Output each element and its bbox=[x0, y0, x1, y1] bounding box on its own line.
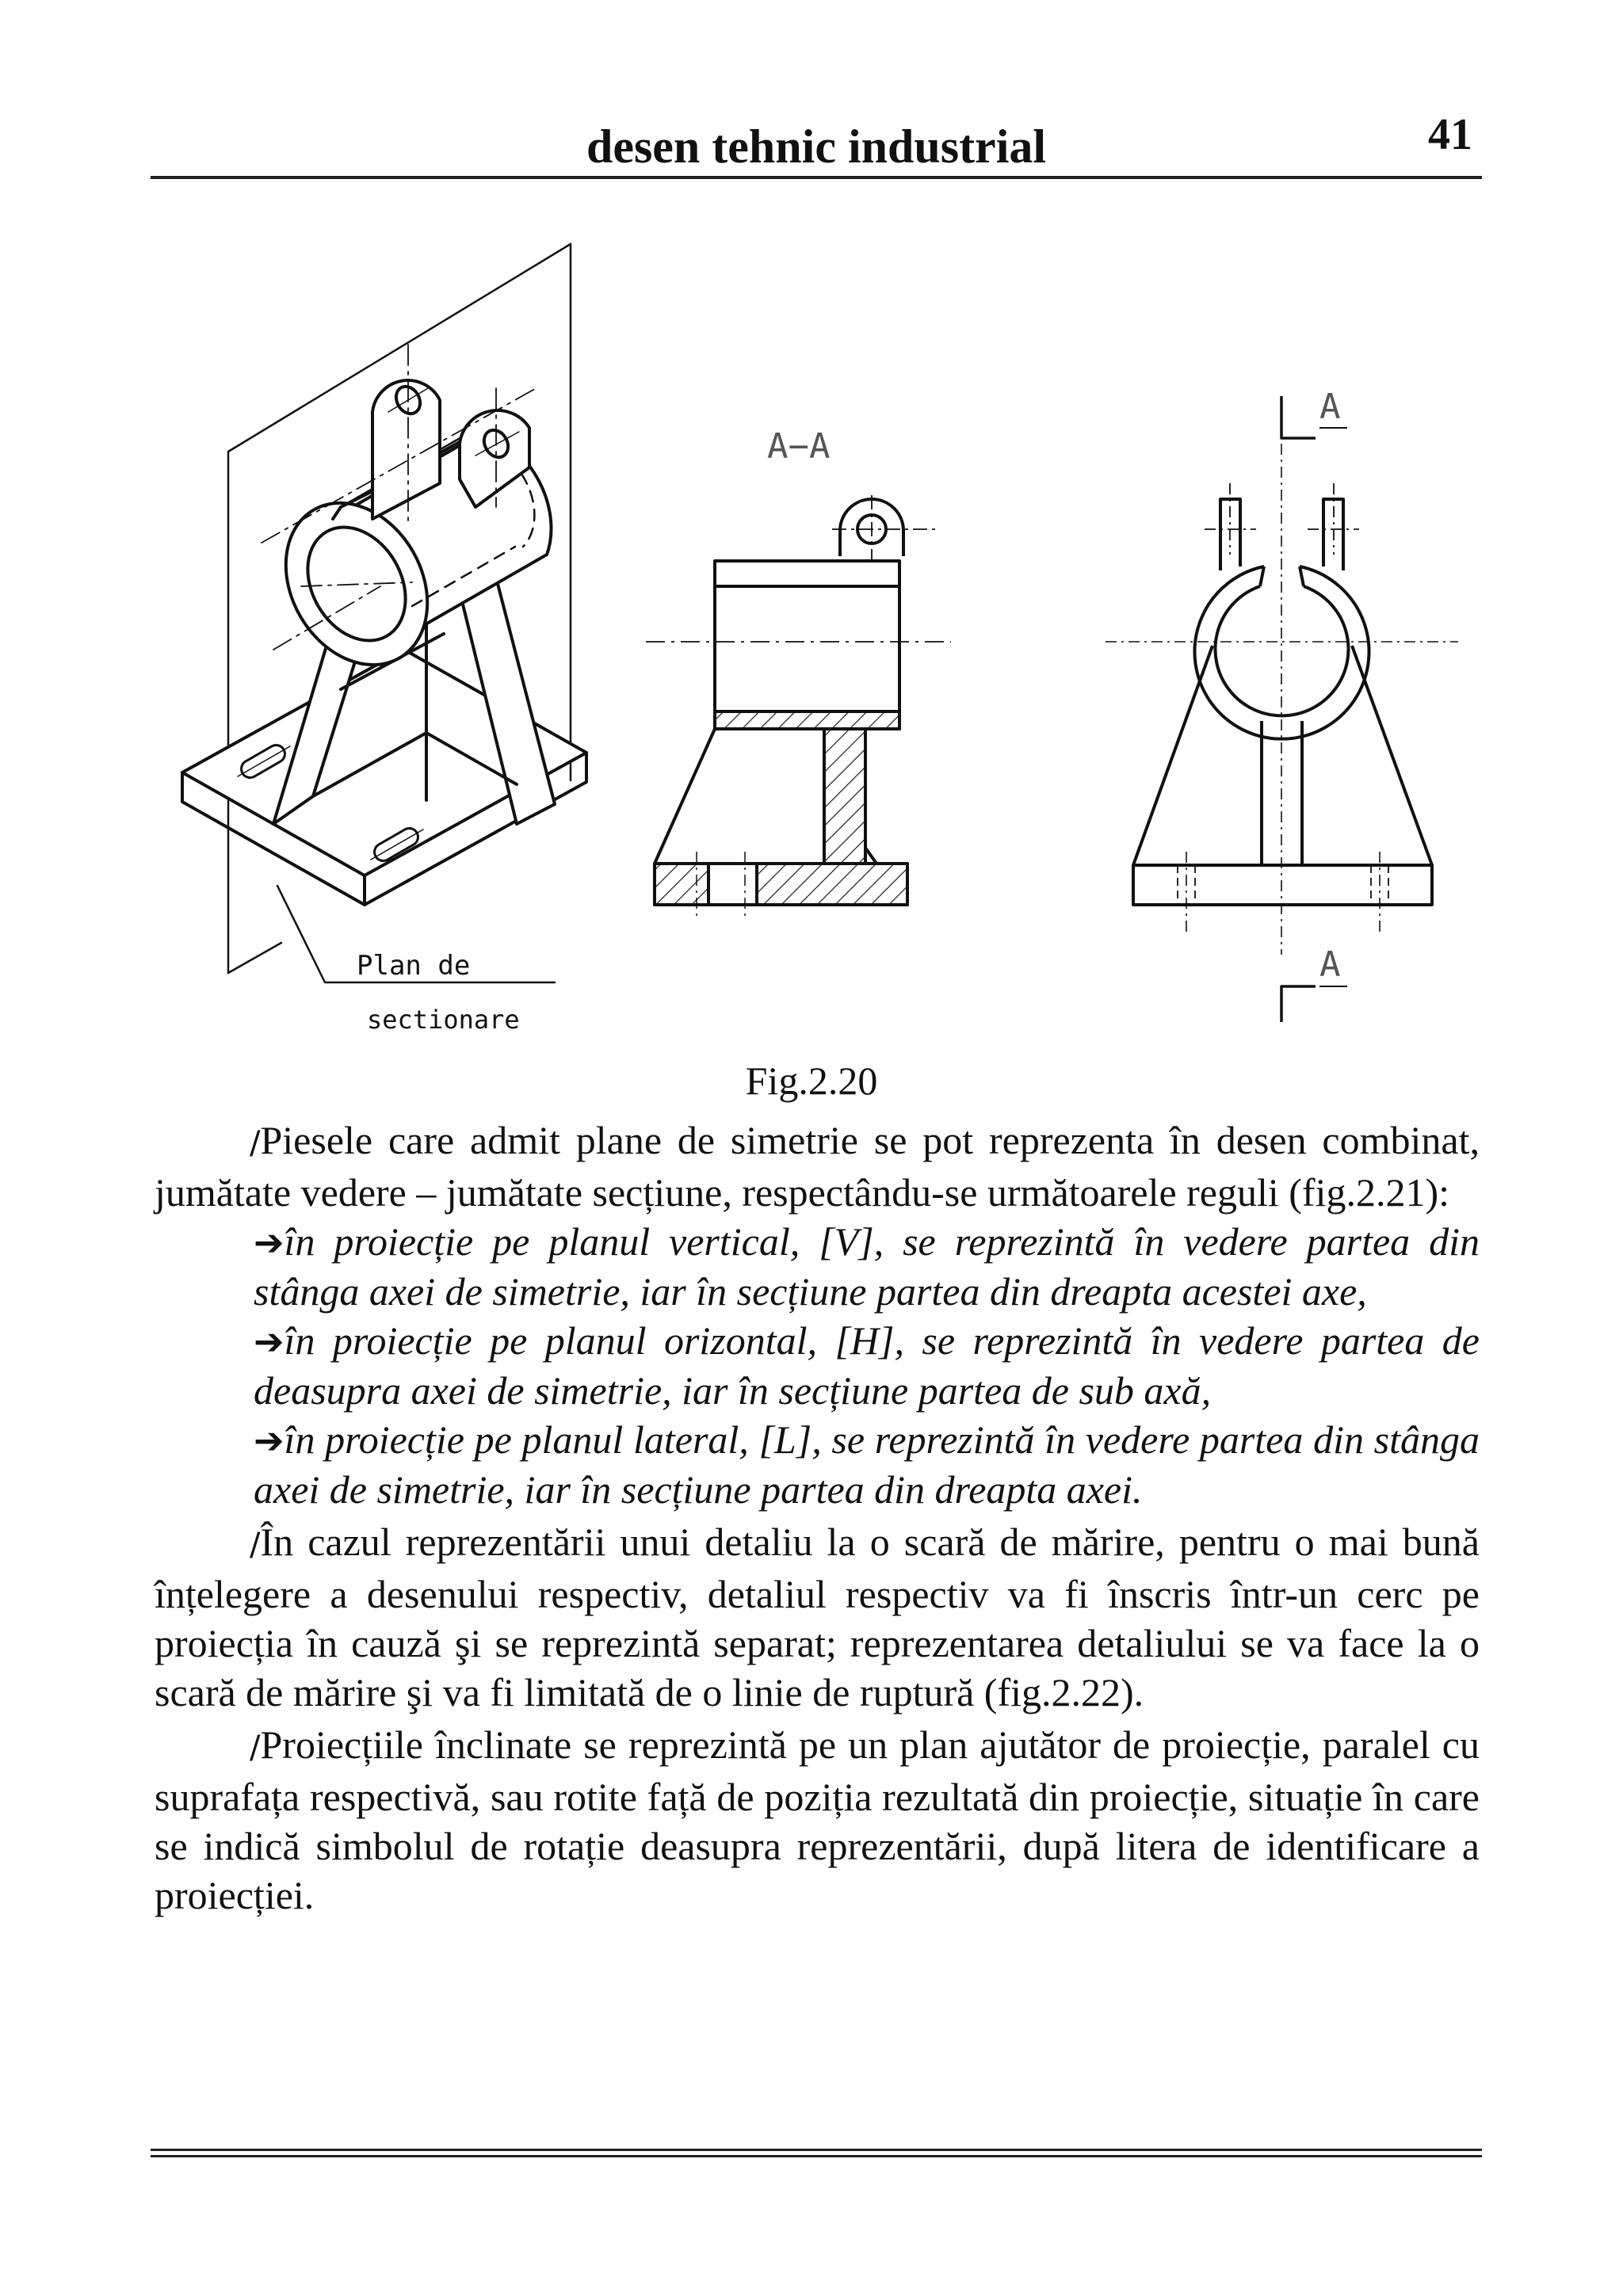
running-header-title: desen tehnic industrial bbox=[586, 120, 1047, 173]
arrow-right-icon: ➔ bbox=[254, 1419, 285, 1462]
bullet-3-text: în proiecție pe planul lateral, [L], se reprezintă în vedere partea din stânga axei de simetrie, iar în secțiune partea din dreapta axei. bbox=[254, 1417, 1480, 1512]
paragraph-3-text: Proiecțiile înclinate se reprezintă pe un plan ajutător de proiecție, paralel cu suprafața respectivă, sau rotite față de poziția rezultată din proiecție, situație în care se indică simbolul de rotație deasupra reprezentării, după litera de identificare a proiecției. bbox=[155, 1722, 1480, 1917]
page-number: 41 bbox=[1428, 110, 1472, 159]
paragraph-1-text: Piesele care admit plane de simetrie se pot reprezenta în desen combinat, jumătate vedere – jumătate secțiune, respectându-se următoarele reguli (fig.2.21): bbox=[155, 1118, 1480, 1215]
bullet-item-2 bbox=[254, 1316, 1480, 1415]
footer-rule bbox=[151, 2149, 1482, 2151]
paragraph-1 bbox=[155, 1116, 1480, 1217]
paragraph-mark: / bbox=[250, 1125, 261, 1161]
bullet-item-1 bbox=[254, 1217, 1480, 1316]
arrow-right-icon: ➔ bbox=[254, 1221, 285, 1264]
cut-label-top: A bbox=[1319, 387, 1341, 427]
paragraph-3 bbox=[155, 1720, 1480, 1920]
plane-label-line1: Plan de bbox=[357, 950, 471, 982]
paragraph-mark: / bbox=[250, 1730, 261, 1766]
cut-label-bottom: A bbox=[1319, 944, 1341, 985]
arrow-right-icon: ➔ bbox=[254, 1320, 285, 1363]
footer-rule bbox=[151, 2155, 1482, 2157]
paragraph-2 bbox=[155, 1517, 1480, 1717]
isometric-view bbox=[182, 244, 586, 982]
figure-2-20 bbox=[0, 0, 1623, 1062]
bullet-item-3 bbox=[254, 1415, 1480, 1514]
bullet-1-text: în proiecție pe planul vertical, [V], se reprezintă în vedere partea din stânga axei de simetrie, iar în secțiune partea din dreapta acestei axe, bbox=[254, 1219, 1480, 1314]
section-view bbox=[646, 495, 951, 919]
plane-label-line2: sectionare bbox=[367, 1005, 520, 1035]
paragraph-2-text: În cazul reprezentării unui detaliu la o scară de mărire, pentru o mai bună înțelegere a desenului respectiv, detaliul respectiv va fi înscris într-un cerc pe proiecția în cauză şi se reprezintă separat; reprezentarea detaliului se va face la o scară de mărire şi va fi limitată de o linie de ruptură (fig.2.22). bbox=[155, 1520, 1480, 1714]
front-view bbox=[1106, 396, 1458, 1022]
body-text bbox=[155, 1116, 1480, 1920]
paragraph-mark: / bbox=[250, 1527, 261, 1563]
figure-caption: Fig.2.20 bbox=[745, 1058, 878, 1103]
section-label: A−A bbox=[767, 426, 831, 467]
bullet-2-text: în proiecție pe planul orizontal, [H], se reprezintă în vedere partea de deasupra axei de simetrie, iar în secțiune partea de sub axă, bbox=[254, 1318, 1480, 1413]
